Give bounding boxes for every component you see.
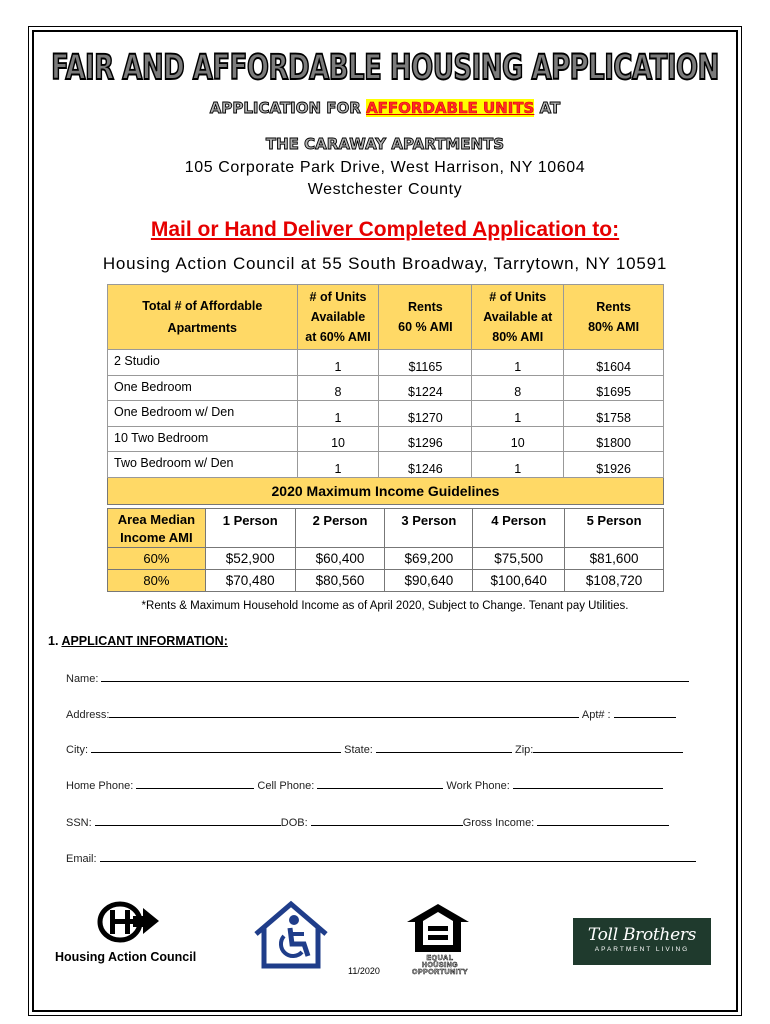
household-size-header: 4 Person (473, 509, 565, 548)
mail-instruction: Mail or Hand Deliver Completed Application to: (150, 218, 620, 241)
rent-60: $1224 (379, 375, 472, 401)
unit-type: 10 Two Bedroom (108, 426, 298, 452)
income-limit: $75,500 (473, 548, 565, 570)
apt-field[interactable] (614, 706, 676, 718)
name-label: Name: (66, 673, 99, 685)
income-limit: $100,640 (473, 570, 565, 592)
income-limit: $80,560 (295, 570, 385, 592)
table-row (108, 426, 664, 452)
email-field[interactable] (100, 850, 696, 862)
units-60: 1 (297, 401, 379, 427)
email-label: Email: (66, 853, 97, 865)
affordable-units-table (107, 284, 664, 505)
household-size-header: 3 Person (385, 509, 473, 548)
income-limit: $108,720 (565, 570, 664, 592)
state-field[interactable] (376, 741, 512, 753)
cell-phone-field[interactable] (317, 777, 443, 789)
email-row (66, 850, 700, 868)
accessible-housing-icon (250, 898, 332, 972)
table-row (108, 570, 664, 592)
property-name: THE CARAWAY APARTMENTS (265, 135, 505, 153)
income-limit: $70,480 (205, 570, 295, 592)
income-header-row (108, 509, 664, 548)
unit-type: 2 Studio (108, 350, 298, 376)
table-row (108, 548, 664, 570)
guidelines-title-row (108, 477, 664, 504)
address-field[interactable] (109, 706, 579, 718)
city-field[interactable] (91, 741, 341, 753)
zip-label: Zip: (515, 744, 534, 756)
state-label: State: (344, 744, 373, 756)
zip-field[interactable] (533, 741, 683, 753)
unit-type: One Bedroom (108, 375, 298, 401)
name-field[interactable] (101, 670, 689, 682)
units-80: 8 (472, 375, 564, 401)
rent-80: $1800 (564, 426, 664, 452)
gross-income-field[interactable] (537, 814, 669, 826)
units-80: 1 (472, 401, 564, 427)
ami-percent: 60% (108, 548, 206, 570)
gross-income-label: Gross Income: (462, 817, 535, 829)
toll-brothers-name: Toll Brothers (587, 925, 697, 945)
page-title: FAIR AND AFFORDABLE HOUSING APPLICATION (51, 48, 719, 89)
header-total-apartments: Total # of Affordable Apartments (108, 285, 298, 350)
revision-date: 11/2020 (348, 966, 380, 976)
ssn-label: SSN: (66, 817, 92, 829)
rent-80: $1695 (564, 375, 664, 401)
equal-housing-text: EQUAL HOUSING OPPORTUNITY (411, 955, 469, 976)
hac-name: Housing Action Council (55, 950, 197, 964)
subtitle-suffix: AT (534, 99, 561, 117)
household-size-header: 2 Person (295, 509, 385, 548)
address-row (66, 706, 700, 724)
units-80: 1 (472, 350, 564, 376)
unit-type: Two Bedroom w/ Den (108, 452, 298, 478)
toll-brothers-logo (573, 918, 711, 965)
rent-60: $1296 (379, 426, 472, 452)
property-address: 105 Corporate Park Drive, West Harrison, NY 10604 (184, 159, 586, 176)
address-label: Address: (66, 709, 110, 721)
section-number: 1. (48, 634, 62, 648)
header-rents-60: Rents 60 % AMI (379, 285, 472, 350)
ssn-field[interactable] (95, 814, 281, 826)
home-phone-field[interactable] (136, 777, 254, 789)
ami-percent: 80% (108, 570, 206, 592)
units-60: 1 (297, 350, 379, 376)
units-80: 10 (472, 426, 564, 452)
income-limit: $69,200 (385, 548, 473, 570)
unit-type: One Bedroom w/ Den (108, 401, 298, 427)
income-guidelines-title: 2020 Maximum Income Guidelines (108, 477, 664, 504)
income-limit: $81,600 (565, 548, 664, 570)
section-heading (48, 634, 228, 648)
rents-note: *Rents & Maximum Household Income as of April 2020, Subject to Change. Tenant pay Utilities. (141, 600, 629, 612)
rent-60: $1246 (379, 452, 472, 478)
table-row (108, 452, 664, 478)
phone-row (66, 777, 700, 795)
subtitle-prefix: APPLICATION FOR (209, 99, 367, 117)
work-phone-label: Work Phone: (446, 780, 510, 792)
home-phone-label: Home Phone: (66, 780, 134, 792)
section-title: APPLICANT INFORMATION: (61, 634, 228, 648)
application-subtitle (40, 99, 730, 117)
affordable-units-highlight: AFFORDABLE UNITS (366, 99, 535, 117)
rent-60: $1270 (379, 401, 472, 427)
income-limit: $52,900 (205, 548, 295, 570)
name-row (66, 670, 700, 688)
apt-label: Apt# : (581, 709, 611, 721)
work-phone-field[interactable] (513, 777, 663, 789)
income-limit: $60,400 (295, 548, 385, 570)
header-units-80: # of Units Available at 80% AMI (472, 285, 564, 350)
ami-label: Area Median Income AMI (108, 509, 206, 548)
property-county: Westchester County (307, 181, 463, 198)
city-label: City: (66, 744, 88, 756)
ssn-row (66, 814, 700, 832)
dob-field[interactable] (311, 814, 463, 826)
table-row (108, 375, 664, 401)
header-units-60: # of Units Available at 60% AMI (297, 285, 379, 350)
rent-80: $1604 (564, 350, 664, 376)
household-size-header: 1 Person (205, 509, 295, 548)
toll-brothers-tagline: APARTMENT LIVING (594, 946, 690, 953)
city-row (66, 741, 700, 759)
units-table-header (108, 285, 664, 350)
header-rents-80: Rents 80% AMI (564, 285, 664, 350)
units-60: 10 (297, 426, 379, 452)
rent-80: $1926 (564, 452, 664, 478)
table-row (108, 401, 664, 427)
rent-80: $1758 (564, 401, 664, 427)
household-size-header: 5 Person (565, 509, 664, 548)
delivery-address: Housing Action Council at 55 South Broadway, Tarrytown, NY 10591 (102, 254, 668, 273)
units-80: 1 (472, 452, 564, 478)
dob-label: DOB: (280, 817, 308, 829)
table-row (108, 350, 664, 376)
units-60: 1 (297, 452, 379, 478)
rent-60: $1165 (379, 350, 472, 376)
units-60: 8 (297, 375, 379, 401)
cell-phone-label: Cell Phone: (257, 780, 315, 792)
income-limit: $90,640 (385, 570, 473, 592)
income-guidelines-table (107, 508, 664, 592)
